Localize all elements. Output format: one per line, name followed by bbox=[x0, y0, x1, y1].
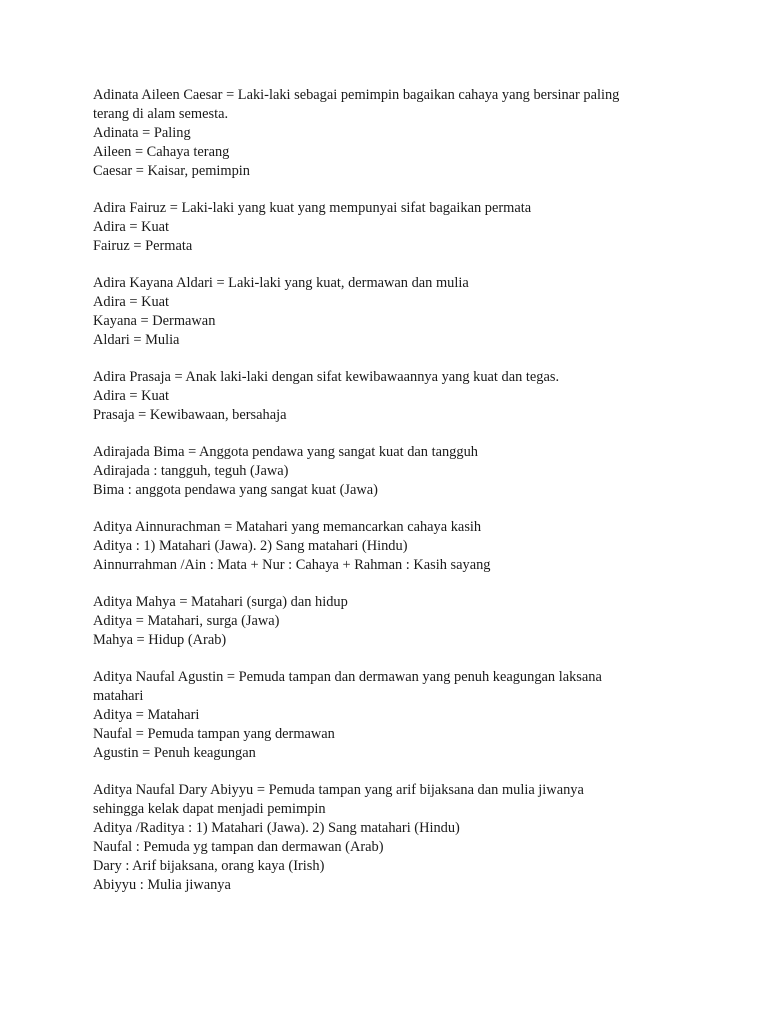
entry-meaning-line: Aditya : 1) Matahari (Jawa). 2) Sang matahari (Hindu) bbox=[93, 538, 408, 554]
name-entry bbox=[93, 668, 693, 763]
name-entry bbox=[93, 593, 693, 650]
entry-headline: Adira Fairuz = Laki-laki yang kuat yang mempunyai sifat bagaikan permata bbox=[93, 200, 532, 216]
entry-meaning-line: Naufal : Pemuda yg tampan dan dermawan (Arab) bbox=[93, 839, 384, 855]
entry-meaning-line: Aileen = Cahaya terang bbox=[93, 144, 230, 160]
entry-headline: Aditya Naufal Dary Abiyyu = Pemuda tampan yang arif bijaksana dan mulia jiwanya bbox=[93, 782, 584, 798]
entry-meaning-line: Abiyyu : Mulia jiwanya bbox=[93, 877, 231, 893]
entry-meaning-line: Agustin = Penuh keagungan bbox=[93, 745, 256, 761]
name-entry bbox=[93, 518, 693, 575]
entry-headline: Adira Kayana Aldari = Laki-laki yang kuat, dermawan dan mulia bbox=[93, 275, 469, 291]
entry-meaning-line: Aditya = Matahari bbox=[93, 707, 200, 723]
entry-meaning-line: Adira = Kuat bbox=[93, 294, 170, 310]
entry-meaning-line: Aldari = Mulia bbox=[93, 332, 180, 348]
name-entry bbox=[93, 199, 693, 256]
entry-meaning-line: Adira = Kuat bbox=[93, 219, 170, 235]
name-entry bbox=[93, 781, 693, 895]
name-entry bbox=[93, 86, 693, 181]
entry-headline-continuation: terang di alam semesta. bbox=[93, 106, 229, 122]
entry-meaning-line: Naufal = Pemuda tampan yang dermawan bbox=[93, 726, 335, 742]
entry-meaning-line: Ainnurrahman /Ain : Mata + Nur : Cahaya + Rahman : Kasih sayang bbox=[93, 557, 491, 573]
entry-meaning-line: Dary : Arif bijaksana, orang kaya (Irish) bbox=[93, 858, 325, 874]
entry-meaning-line: Fairuz = Permata bbox=[93, 238, 193, 254]
entry-meaning-line: Adirajada : tangguh, teguh (Jawa) bbox=[93, 463, 289, 479]
entry-headline: Adirajada Bima = Anggota pendawa yang sangat kuat dan tangguh bbox=[93, 444, 478, 460]
entry-meaning-line: Aditya = Matahari, surga (Jawa) bbox=[93, 613, 280, 629]
name-entry bbox=[93, 274, 693, 350]
entry-headline: Aditya Mahya = Matahari (surga) dan hidup bbox=[93, 594, 348, 610]
document-page bbox=[93, 86, 693, 913]
entry-meaning-line: Kayana = Dermawan bbox=[93, 313, 216, 329]
name-entry bbox=[93, 368, 693, 425]
entry-meaning-line: Adinata = Paling bbox=[93, 125, 191, 141]
entry-meaning-line: Adira = Kuat bbox=[93, 388, 170, 404]
entry-headline-continuation: matahari bbox=[93, 688, 144, 704]
entry-meaning-line: Bima : anggota pendawa yang sangat kuat (Jawa) bbox=[93, 482, 378, 498]
entry-headline: Aditya Naufal Agustin = Pemuda tampan dan dermawan yang penuh keagungan laksana bbox=[93, 669, 602, 685]
name-entry bbox=[93, 443, 693, 500]
entry-meaning-line: Mahya = Hidup (Arab) bbox=[93, 632, 227, 648]
entry-meaning-line: Caesar = Kaisar, pemimpin bbox=[93, 163, 250, 179]
entry-meaning-line: Aditya /Raditya : 1) Matahari (Jawa). 2) Sang matahari (Hindu) bbox=[93, 820, 460, 836]
entry-headline: Adinata Aileen Caesar = Laki-laki sebagai pemimpin bagaikan cahaya yang bersinar paling bbox=[93, 87, 620, 103]
entry-headline: Adira Prasaja = Anak laki-laki dengan sifat kewibawaannya yang kuat dan tegas. bbox=[93, 369, 560, 385]
entry-headline: Aditya Ainnurachman = Matahari yang memancarkan cahaya kasih bbox=[93, 519, 482, 535]
entry-headline-continuation: sehingga kelak dapat menjadi pemimpin bbox=[93, 801, 326, 817]
entry-meaning-line: Prasaja = Kewibawaan, bersahaja bbox=[93, 407, 287, 423]
